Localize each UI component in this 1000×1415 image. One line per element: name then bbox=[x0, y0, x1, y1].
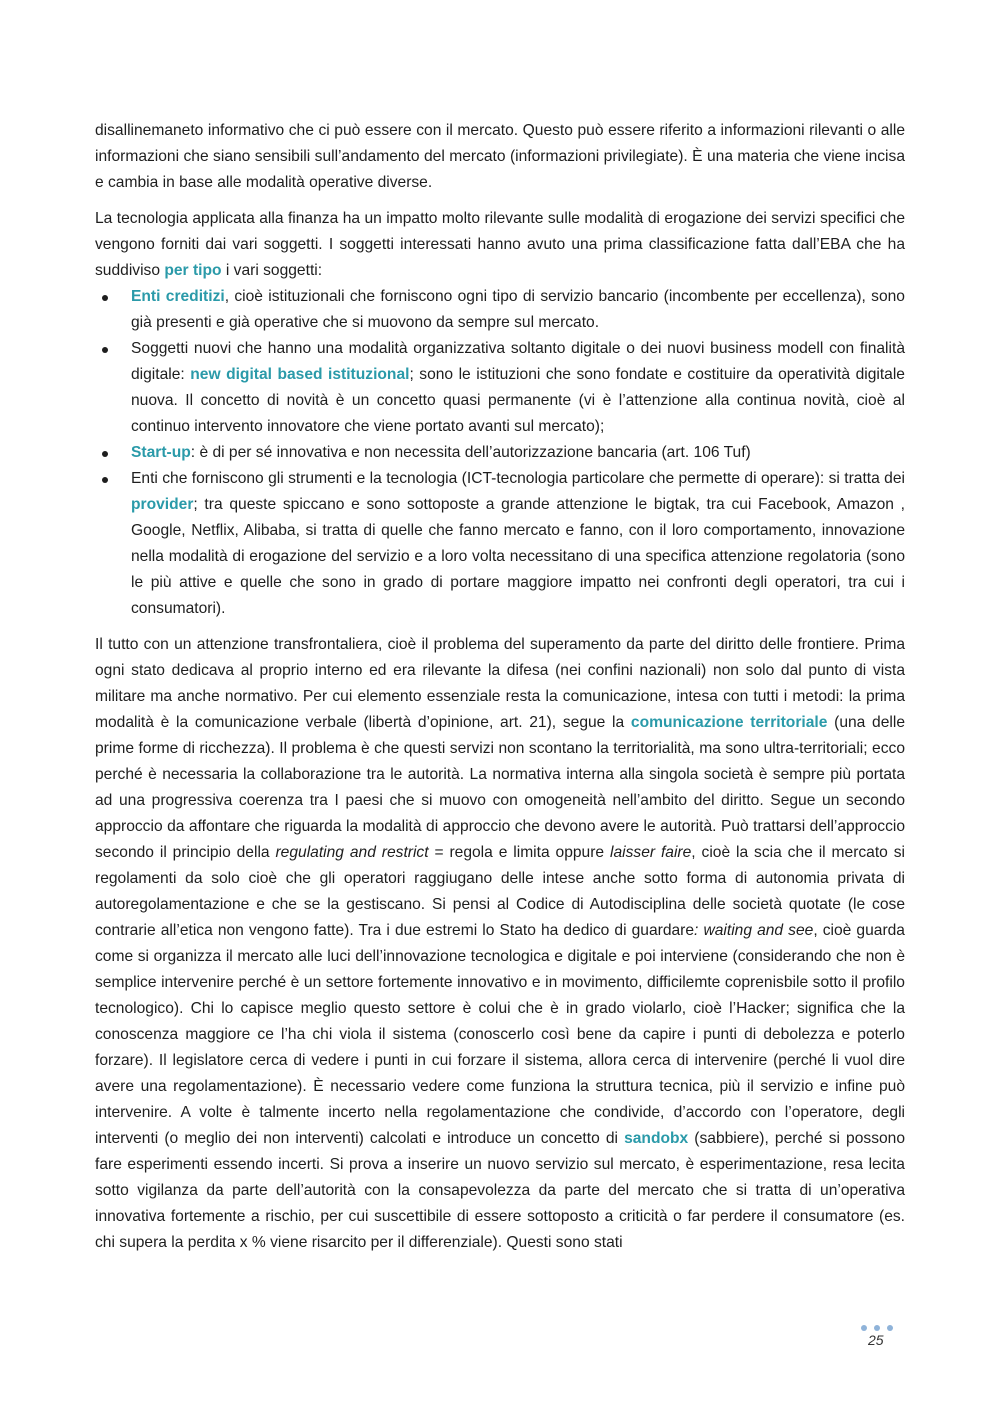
italic-laisser-faire: laisser faire bbox=[610, 844, 692, 861]
bullet-icon bbox=[102, 347, 108, 353]
paragraph-3-text-f: (sabbiere), perché si possono fare esperimenti essendo incerti. Si prova a inserire un nuovo servizio sul mercato, è esperimentazione, resa lecita sotto vigilanza da parte dell’autorità con la consapevolezza da parte del mercato che si tratta di un’operativa innovativa fortemente a rischio, per cui suscettibile di essere sottoposto a criticità o far perdere il consumatore (es. chi supera la perdita x % viene risarcito per il differenziale). Questi sono stati bbox=[95, 1130, 906, 1251]
list-item bbox=[95, 284, 905, 336]
highlight-term: Enti creditizi bbox=[131, 288, 225, 305]
footer-dots-icon bbox=[861, 1325, 893, 1331]
paragraph-3-text-d: , cioè la scia che il mercato si regolamenti da solo cioè che gli operatori raggiugano delle intese anche sotto forma di autonomia privata di autoregolamentazione e che se la gestiscano. Si pensi al Codice di Autodisciplina delle società quotate (le cose contrarie all’etica non vengono fatte). Tra i due estremi lo Stato ha dedico di guardare bbox=[95, 844, 906, 939]
list-item bbox=[95, 336, 905, 440]
bullet-icon bbox=[102, 451, 108, 457]
highlight-per-tipo: per tipo bbox=[164, 262, 222, 279]
highlight-term: Start-up bbox=[131, 444, 191, 461]
italic-regulating: regulating and restrict bbox=[275, 844, 429, 861]
highlight-sandobx: sandobx bbox=[624, 1130, 689, 1147]
paragraph-2 bbox=[95, 206, 905, 284]
document-page bbox=[95, 118, 905, 1256]
list-item-text: , cioè istituzionali che forniscono ogni tipo di servizio bancario (incombente per eccellenza), sono già presenti e già operative che si muovono da sempre sul mercato. bbox=[131, 288, 905, 331]
bullet-icon bbox=[102, 477, 108, 483]
paragraph-3 bbox=[95, 632, 905, 1256]
paragraph-3-text-c: = regola e limita oppure bbox=[428, 844, 610, 861]
paragraph-3-text-b: (una delle prime forme di ricchezza). Il problema è che questi servizi non scontano la territorialità, ma sono ultra-territoriali; ecco perché è necessaria la collaborazione tra le autorità. La normativa interna alla singola società è sempre più portata ad una progressiva coerenza tra I paesi che si muovo con omogeneità nell’ambito del diritto. Segue un secondo approccio da affontare che riguarda la modalità di approccio che devono avere le autorità. Può trattarsi dell’approccio secondo il principio della bbox=[95, 714, 905, 861]
highlight-comunicazione-territoriale: comunicazione territoriale bbox=[630, 714, 828, 731]
paragraph-2-text-b: i vari soggetti: bbox=[221, 262, 323, 279]
list-item-pre: Enti che forniscono gli strumenti e la tecnologia (ICT-tecnologia particolare che permette di operare): si tratta dei bbox=[131, 470, 905, 487]
paragraph-3-text-a: Il tutto con un attenzione transfrontaliera, cioè il problema del superamento da parte del diritto delle frontiere. Prima ogni stato dedicava al proprio interno ed era rilevante la difesa (nei confini nazionali) non solo dal punto di vista militare ma anche normativo. Per cui elemento essenziale resta la comunicazione, intesa con tutti i metodi: la prima modalità è la comunicazione verbale (libertà d’opinione, art. 21), segue la bbox=[95, 636, 905, 731]
paragraph-3-text-e: , cioè guarda come si organizza il mercato alle luci dell’innovazione tecnologica e digitale e poi interviene (considerando che non è semplice intervenire perché è un settore fortemente innovativo e in movimento, difficilemte coprenisbile sotto il profilo tecnologico). Chi lo capisce meglio questo settore è colui che è in grado violarlo, cioè l’Hacker; significa che la conoscenza maggiore ce l’ha chi viola il sistema (conoscerlo così bene da capire i punti di debolezza e poterlo forzare). Il legislatore cerca di vedere i punti in cui forzare il sistema, allora cerca di intervenire (perché li vuol dire avere una regolamentazione). È necessario vedere come funziona la struttura tecnica, più il servizio e infine può intervenire. A volte è talmente incerto nella regolamentazione che condivide, d’accordo con l’operatore, degli interventi (o meglio dei non interventi) calcolati e introduce un concetto di bbox=[95, 922, 905, 1147]
italic-waiting-and-see: : waiting and see bbox=[694, 922, 814, 939]
paragraph-1: disallinemaneto informativo che ci può essere con il mercato. Questo può essere riferito a informazioni rilevanti o alle informazioni che siano sensibili sull’andamento del mercato (informazioni privilegiate). È una materia che viene incisa e cambia in base alle modalità operative diverse. bbox=[95, 122, 905, 191]
list-item bbox=[95, 466, 905, 622]
list-item-text: ; tra queste spiccano e sono sottoposte a grande attenzione le bigtak, tra cui Facebook, Amazon , Google, Netflix, Alibaba, si tratta di quelle che fanno mercato e fanno, con il loro comportamento, innovazione nella modalità di erogazione del servizio e a loro volta necessitano di una specifica attenzione regolatoria (sono le più attive e quelle che sono in grado di portare maggiore impatto nei confronti degli operatori, tra cui i consumatori). bbox=[131, 496, 905, 617]
bullet-icon bbox=[102, 295, 108, 301]
bullet-list bbox=[95, 284, 905, 622]
list-item-pre: Soggetti nuovi che hanno una modalità organizzativa soltanto digitale o dei nuovi business modell con finalità digitale: bbox=[131, 340, 905, 383]
list-item-text: : è di per sé innovativa e non necessita dell’autorizzazione bancaria (art. 106 Tuf) bbox=[190, 444, 751, 461]
paragraph-2-text-a: La tecnologia applicata alla finanza ha un impatto molto rilevante sulle modalità di erogazione dei servizi specifici che vengono forniti dai vari soggetti. I soggetti interessati hanno avuto una prima classificazione fatta dall’EBA che ha suddiviso bbox=[95, 210, 905, 279]
list-item-text: ; sono le istituzioni che sono fondate e costituire da operatività digitale nuova. Il concetto di novità è un concetto quasi permanente (vi è l’attenzione alla continua novità, cioè al continuo intervento innovatore che viene portato avanti sul mercato); bbox=[131, 366, 905, 435]
highlight-term: provider bbox=[131, 496, 194, 513]
list-item bbox=[95, 440, 905, 466]
page-number: 25 bbox=[868, 1332, 884, 1348]
highlight-term: new digital based istituzional bbox=[190, 366, 410, 383]
